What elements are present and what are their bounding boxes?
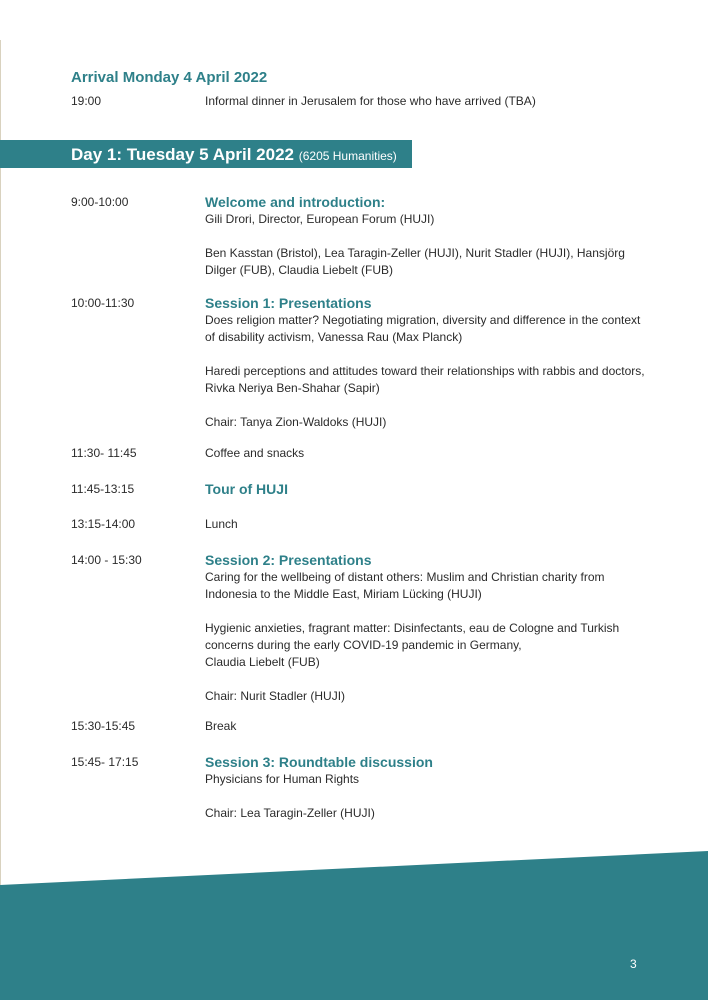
arrival-text: Informal dinner in Jerusalem for those who have arrived (TBA) (205, 94, 536, 108)
row-time: 11:45-13:15 (71, 482, 135, 496)
page-number: 3 (630, 957, 637, 971)
row-text: Lunch (205, 517, 238, 531)
day1-location: (6205 Humanities) (298, 149, 397, 163)
row-line: Chair: Nurit Stadler (HUJI) (205, 689, 346, 703)
row-line: Chair: Tanya Zion-Waldoks (HUJI) (205, 415, 387, 429)
row-line: Ben Kasstan (Bristol), Lea Taragin-Zeller (HUJI), Nurit Stadler (HUJI), Hansjörg Dilger (FUB), Claudia Liebelt (FUB) (205, 246, 625, 277)
row-line: Does religion matter? Negotiating migration, diversity and difference in the context of disability activism, Vanessa Rau (Max Planck) (205, 313, 641, 344)
arrival-time: 19:00 (71, 94, 102, 108)
row-line: Caring for the wellbeing of distant others: Muslim and Christian charity from Indonesia to the Middle East, Miriam Lücking (HUJI) (205, 570, 605, 601)
row-time: 9:00-10:00 (71, 195, 129, 209)
row-line: Claudia Liebelt (FUB) (205, 655, 320, 669)
session-title: Session 2: Presentations (205, 552, 372, 568)
row-line: Gili Drori, Director, European Forum (HUJI) (205, 212, 435, 226)
row-line: Physicians for Human Rights (205, 772, 360, 786)
row-text: Break (205, 719, 237, 733)
session-title: Welcome and introduction: (205, 194, 386, 210)
day1-title: Day 1: Tuesday 5 April 2022 (71, 145, 294, 164)
row-time: 11:30- 11:45 (71, 446, 137, 460)
row-time: 15:30-15:45 (71, 719, 136, 733)
row-time: 14:00 - 15:30 (71, 553, 142, 567)
session-title: Session 3: Roundtable discussion (205, 754, 433, 770)
session-title: Tour of HUJI (205, 481, 288, 497)
row-line: Haredi perceptions and attitudes toward their relationships with rabbis and doctors, Rivka Neriya Ben-Shahar (Sapir) (205, 364, 645, 395)
row-time: 13:15-14:00 (71, 517, 136, 531)
row-text: Coffee and snacks (205, 446, 305, 460)
arrival-heading: Arrival Monday 4 April 2022 (71, 69, 268, 86)
row-line: Hygienic anxieties, fragrant matter: Disinfectants, eau de Cologne and Turkish concerns during the early COVID-19 pandemic in Germany, (205, 621, 620, 652)
row-time: 15:45- 17:15 (71, 755, 139, 769)
row-time: 10:00-11:30 (71, 296, 135, 310)
session-title: Session 1: Presentations (205, 295, 372, 311)
row-line: Chair: Lea Taragin-Zeller (HUJI) (205, 806, 375, 820)
